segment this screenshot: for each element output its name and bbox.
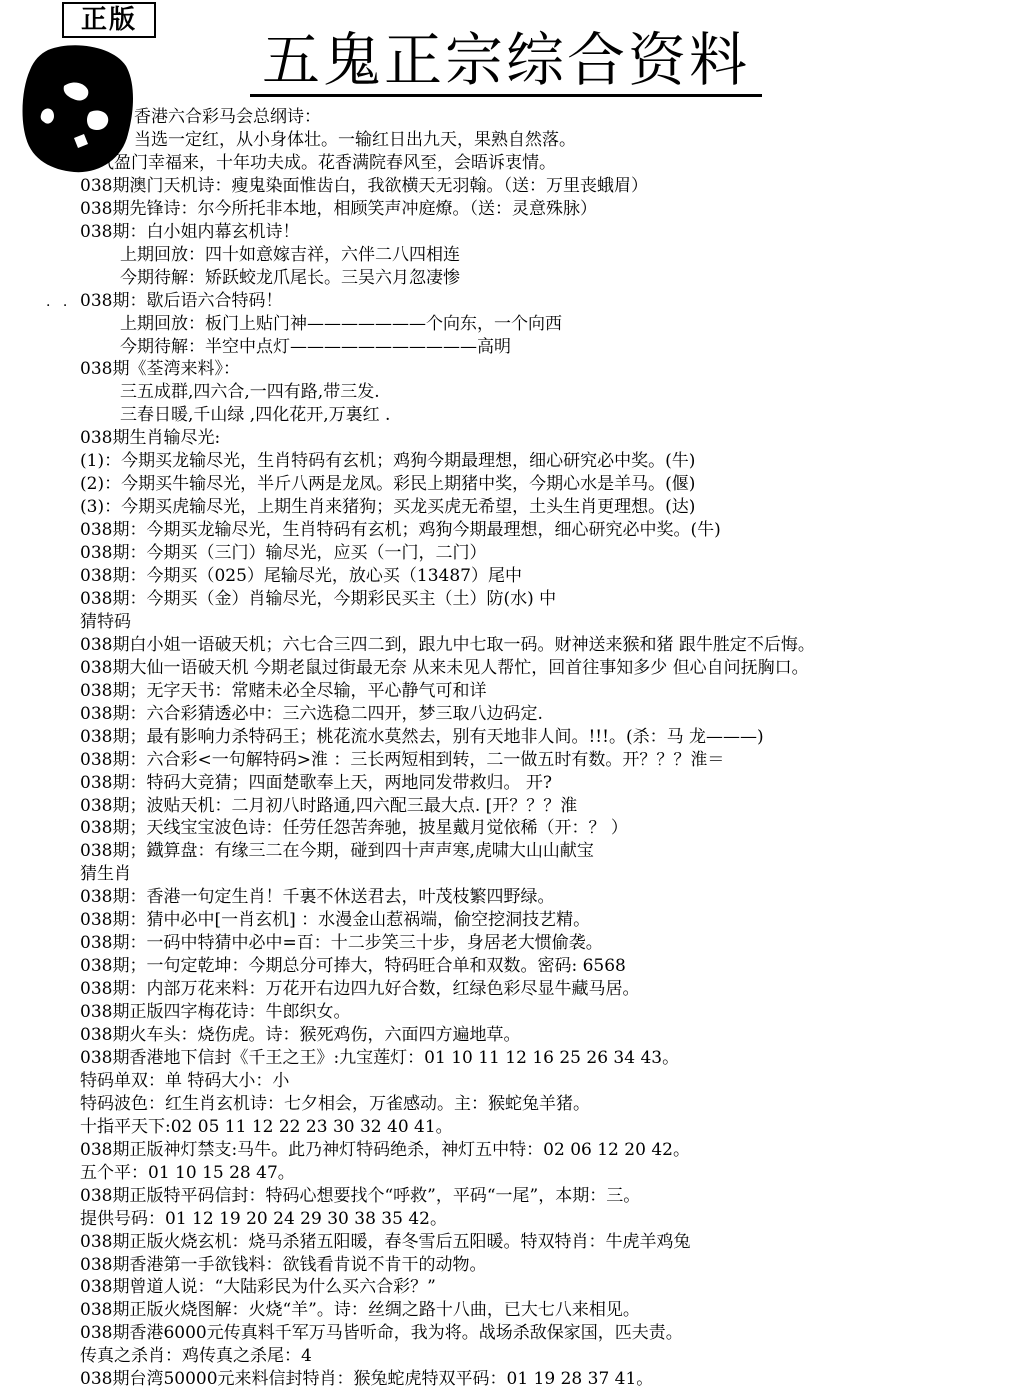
text-line: 038期：今期买龙输尽光，生肖特码有玄机；鸡狗今期最理想，细心研究必中奖。(牛) <box>80 520 721 540</box>
text-line: 038期；一句定乾坤：今期总分可捧大，特码旺合单和双数。密码: 6568 <box>80 956 626 976</box>
text-line: 038期曾道人说：“大陆彩民为什么买六合彩？” <box>80 1277 436 1297</box>
text-line: 五个平：01 10 15 28 47。 <box>80 1163 295 1183</box>
text-line: 038期正版火烧图解：火烧“羊”。诗：丝绸之路十八曲，已大七八来相见。 <box>80 1300 640 1320</box>
text-line: 猜生肖 <box>80 864 131 884</box>
text-line: 038期：香港一句定生肖！千裏不休送君去，叶茂枝繁四野绿。 <box>80 887 555 907</box>
text-line: (1)：今期买龙输尽光，生肖特码有玄机；鸡狗今期最理想，细心研究必中奖。(牛) <box>80 451 696 471</box>
text-line: 当选一定红，从小身体壮。一输红日出九天，果熟自然落。 <box>134 130 576 150</box>
text-line: 038期正版神灯禁支:马牛。此乃神灯特码绝杀，神灯五中特：02 06 12 20 42。 <box>80 1140 690 1160</box>
stray-marks: · · <box>46 298 72 314</box>
page-title: 五鬼正宗综合资料 <box>250 28 762 97</box>
text-line: 三五成群,四六合,一四有路,带三发. <box>120 382 380 402</box>
text-line: 038期澳门天机诗：瘦鬼染面惟齿白，我欲横天无羽翰。（送：万里丧蛾眉） <box>80 176 648 196</box>
text-line: 038期生肖输尽光: <box>80 428 221 448</box>
text-line: 上期回放：板门上贴门神———————个向东，一个向西 <box>120 314 562 334</box>
text-line: 今期待解：半空中点灯———————————高明 <box>120 337 511 357</box>
text-line: 038期：一码中特猜中必中=百：十二步笑三十步，身居老大惯偷袭。 <box>80 933 603 953</box>
text-line: 038期：猜中必中[一肖玄机] ：水漫金山惹祸端，偷空挖洞技艺精。 <box>80 910 591 930</box>
text-line: 038期；波贴天机：二月初八时路通,四六配三最大点. [开？？？淮 <box>80 796 578 816</box>
text-line: 038期；天线宝宝波色诗：任劳任怨苦奔驰，披星戴月觉依稀（开：？ ） <box>80 818 628 838</box>
text-line: 038期；无字天书：常赌未必全尽输，平心静气可和详 <box>80 681 487 701</box>
text-line: 提供号码：01 12 19 20 24 29 30 38 35 42。 <box>80 1209 447 1229</box>
text-line: 038期正版火烧玄机：烧马杀猪五阳暖，春冬雪后五阳暖。特双特肖：牛虎羊鸡兔 <box>80 1232 691 1252</box>
text-line: 038期台湾50000元来料信封特肖：猴兔蛇虎特双平码：01 19 28 37 41。 <box>80 1369 654 1389</box>
text-line: 038期正版四字梅花诗：牛郎织女。 <box>80 1002 351 1022</box>
text-line: 上期回放：四十如意嫁吉祥，六伴二八四相连 <box>120 245 460 265</box>
text-line: 十指平天下:02 05 11 12 22 23 30 32 40 41。 <box>80 1117 453 1137</box>
text-line: 喜气盈门幸福来，十年功夫成。花香满院春风至，会晤诉衷情。 <box>80 153 556 173</box>
text-line: 038期《荃湾来料》： <box>80 359 240 379</box>
text-line: 猜特码 <box>80 612 131 632</box>
text-line: 038期正版特平码信封：特码心想要找个“呼救”，平码“一尾”，本期：三。 <box>80 1186 641 1206</box>
text-line: 038期：歇后语六合特码！ <box>80 291 283 311</box>
text-line: 038期：六合彩<一句解特码>淮 ：三长两短相到转，二一做五时有数。开？？？淮＝ <box>80 750 725 770</box>
text-line: 香港六合彩马会总纲诗： <box>134 107 321 127</box>
text-line: 038期大仙一语破天机 今期老鼠过街最无奈 从来未见人帮忙，回首往事知多少 但心自问抚胸口。 <box>80 658 809 678</box>
text-line: 038期：今期买（金）肖输尽光，今期彩民买主（土）防(水) 中 <box>80 589 557 609</box>
text-line: 038期白小姐一语破天机；六七合三四二到，跟九中七取一码。财神送来猴和猪 跟牛胜定不后悔。 <box>80 635 815 655</box>
text-line: 038期：特码大竞猜；四面楚歌奉上天，两地同发带救归。 开? <box>80 773 552 793</box>
text-line: 特码波色：红生肖玄机诗：七夕相会，万雀感动。主：猴蛇兔羊猪。 <box>80 1094 590 1114</box>
text-line: 038期：内部万花来料：万花开右边四九好合数，红绿色彩尽显牛藏马居。 <box>80 979 640 999</box>
text-line: 038期火车头：烧伤虎。诗：猴死鸡伤，六面四方遍地草。 <box>80 1025 521 1045</box>
text-line: (3)：今期买虎输尽光，上期生肖来猪狗；买龙买虎无希望，土头生肖更理想。(达) <box>80 497 696 517</box>
text-line: (2)：今期买牛输尽光，半斤八两是龙凤。彩民上期猪中奖，今期心水是羊马。(偃) <box>80 474 696 494</box>
text-line: 038期香港第一手欲钱料：欲钱看肯说不肯干的动物。 <box>80 1255 487 1275</box>
text-line: 特码单双：单 特码大小：小 <box>80 1071 290 1091</box>
text-line: 038期：今期买（025）尾输尽光，放心买（13487）尾中 <box>80 566 522 586</box>
text-line: 038期香港6000元传真料千军万马皆听命，我为将。战场杀敌保家国，匹夫责。 <box>80 1323 683 1343</box>
text-line: 038期；最有影响力杀特码王；桃花流水莫然去，别有天地非人间。!!!。(杀：马 龙———) <box>80 727 764 747</box>
text-line: 038期香港地下信封《千王之王》:九宝莲灯：01 10 11 12 16 25 26 34 43。 <box>80 1048 680 1068</box>
text-line: 今期待解：矫跃蛟龙爪尾长。三吴六月忽凄惨 <box>120 268 460 288</box>
text-line: 038期：今期买（三门）输尽光，应买（一门，二门） <box>80 543 487 563</box>
text-line: 038期：白小姐内幕玄机诗！ <box>80 222 300 242</box>
text-line: 038期；鐡算盘：有缘三二在今期，碰到四十声声寒,虎啸大山山献宝 <box>80 841 594 861</box>
text-line: 038期：六合彩猜透必中：三六选稳二四开，梦三取八边码定. <box>80 704 543 724</box>
text-line: 三春日暖,千山绿 ,四化花开,万裏红 . <box>120 405 391 425</box>
text-line: 038期先锋诗：尔今所托非本地，相顾笑声冲庭燎。（送：灵意殊脉） <box>80 199 597 219</box>
text-line: 传真之杀肖：鸡传真之杀尾：4 <box>80 1346 312 1366</box>
edition-badge: 正版 <box>62 2 156 38</box>
